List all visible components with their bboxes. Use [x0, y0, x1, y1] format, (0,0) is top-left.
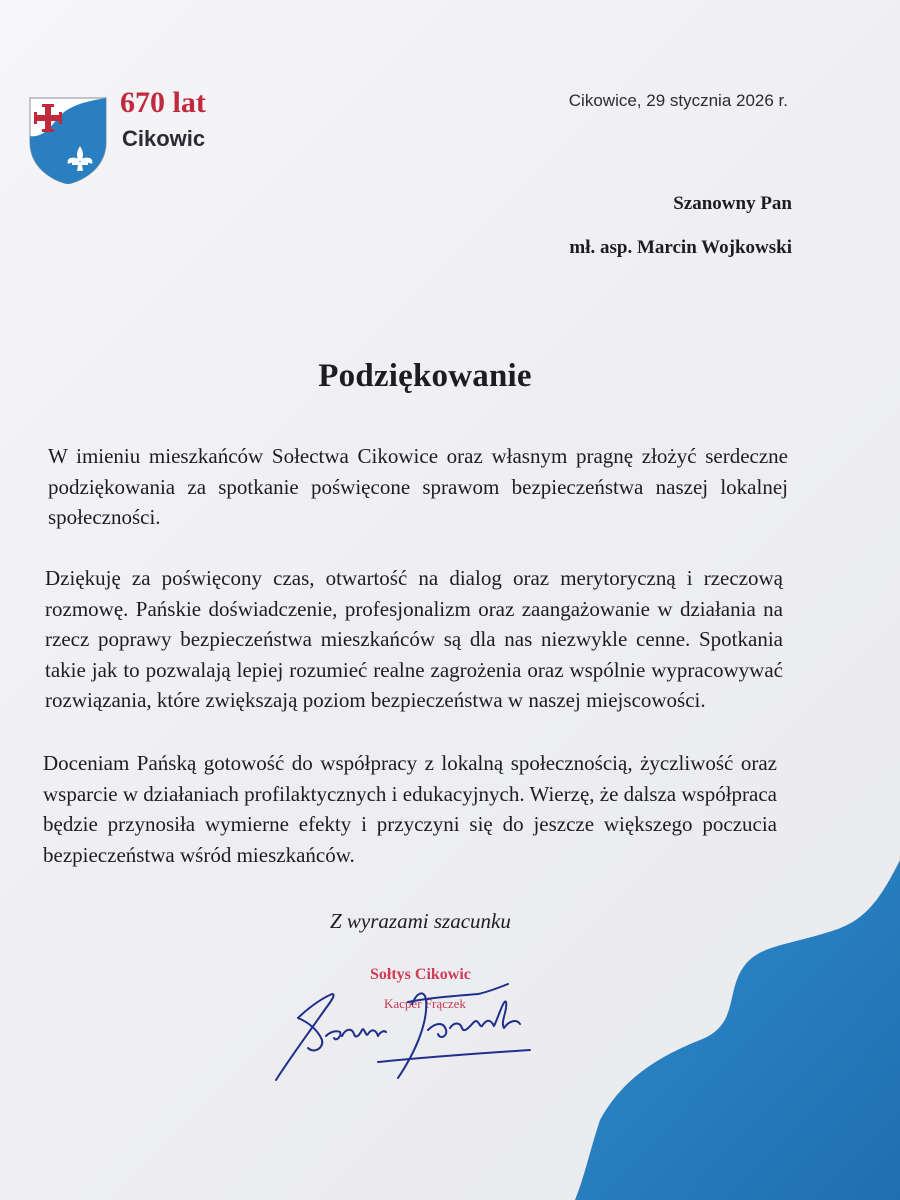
coat-of-arms-icon: [28, 96, 108, 184]
body-paragraph: Doceniam Pańską gotowość do współpracy z lokalną społecznością, życzliwość oraz wsparcie w działaniach profilaktycznych i edukacyjnych. Wierzę, że dalsza współpraca będzie przynosiła wymierne efekty i przyczyni się do jeszcze większego poczucia bezpieczeństwa wśród mieszkańców.: [43, 751, 778, 867]
handwritten-signature: [268, 978, 538, 1088]
addressee-name: mł. asp. Marcin Wojkowski: [569, 237, 792, 258]
body-paragraph: Dziękuję za poświęcony czas, otwartość na dialog oraz merytoryczną i rzeczową rozmowę. Pańskie doświadczenie, profesjonalizm oraz zaangażowanie w działania na rzecz poprawy bezpieczeństwa mieszkańców są dla nas niezwykle cenne. Spotkania takie jak to pozwalają lepiej rozumieć realne zagrożenia oraz wspólnie wypracowywać rozwiązania, które zwiększają poziom bezpieczeństwa w naszej miejscowości.: [45, 566, 783, 712]
jubilee-town-name: Cikowic: [122, 126, 206, 151]
stamp-title: Sołtys Cikowic: [370, 966, 471, 983]
date-line: Cikowice, 29 stycznia 2026 r.: [568, 91, 788, 110]
jubilee-years: 670 lat: [120, 86, 206, 119]
addressee-salutation: Szanowny Pan: [673, 193, 792, 214]
letter-title: Podziękowanie: [318, 358, 532, 394]
stamp-name: Kacper Frączek: [384, 996, 466, 1011]
closing-phrase: Z wyrazami szacunku: [330, 909, 511, 933]
body-paragraph: W imieniu mieszkańców Sołectwa Cikowice oraz własnym pragnę złożyć serdeczne podziękowania za spotkanie poświęcone sprawom bezpieczeństwa naszej lokalnej społeczności.: [48, 444, 788, 529]
